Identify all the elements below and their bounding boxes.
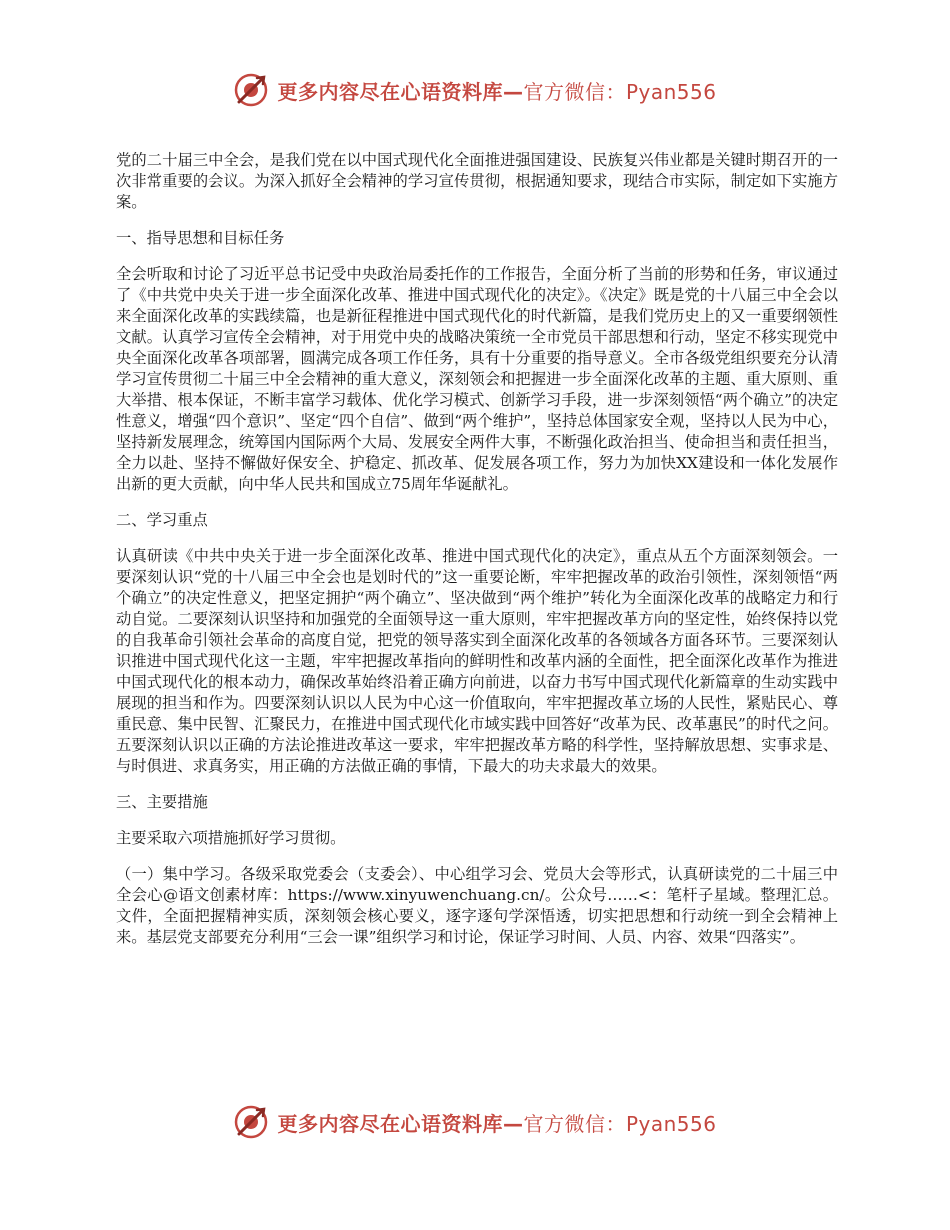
watermark-text: [277, 76, 716, 105]
intro-paragraph: 党的二十届三中全会，是我们党在以中国式现代化全面推进强国建设、民族复兴伟业都是关键时期召开的一次非常重要的会议。为深入抓好全会精神的学习宣传贯彻，根据通知要求，现结合市实际，制定如下实施方案。: [116, 151, 838, 211]
footer-watermark-banner: [0, 1100, 950, 1144]
section-paragraph-measures-intro: 主要采取六项措施抓好学习贯彻。: [116, 829, 346, 847]
watermark-text: [277, 1108, 716, 1137]
section-paragraph-measure-1: （一）集中学习。各级采取党委会（支委会）、中心组学习会、党员大会等形式，认真研读党的二十届三中全会心@语文创素材库：https://www.xinyuwenchuang.cn/。公众号……<：笔杆子星域。整理汇总。文件，全面把握精神实质，深刻领会核心要义，逐字逐句学深悟透，切实把思想和行动统一到全会精神上来。基层党支部要充分利用“三会一课”组织学习和讨论，保证学习时间、人员、内容、效果“四落实”。: [116, 865, 838, 946]
section-paragraph-guiding-thought: 全会听取和讨论了习近平总书记受中央政治局委托作的工作报告，全面分析了当前的形势和任务，审议通过了《中共党中央关于进一步全面深化改革、推进中国式现代化的决定》。《决定》既是党的十八届三中全会以来全面深化改革的实践续篇，也是新征程推进中国式现代化的时代新篇，是我们党历史上的又一重要纲领性文献。认真学习宣传全会精神，对于用党中央的战略决策统一全市党员干部思想和行动，坚定不移实现党中央全面深化改革各项部署，圆满完成各项工作任务，具有十分重要的指导意义。全市各级党组织要充分认清学习宣传贯彻二十届三中全会精神的重大意义，深刻领会和把握进一步全面深化改革的主题、重大原则、重大举措、根本保证，不断丰富学习载体、优化学习模式、创新学习手段，进一步深刻领悟“两个确立”的决定性意义，增强“四个意识”、坚定“四个自信”、做到“两个维护”，坚持总体国家安全观，坚持以人民为中心，坚持新发展理念，统筹国内国际两个大局、发展安全两件大事，不断强化政治担当、使命担当和责任担当，全力以赴、坚持不懈做好保安全、护稳定、抓改革、促发展各项工作，努力为加快XX建设和一体化发展作出新的更大贡献，向中华人民共和国成立75周年华诞献礼。: [116, 265, 838, 493]
document-body: [116, 150, 838, 963]
watermark-group: [233, 1104, 716, 1140]
header-watermark-banner: [0, 68, 950, 112]
watermark-main-text: 更多内容尽在心语资料库: [277, 1111, 503, 1136]
section-paragraph-study-focus: 认真研读《中共中央关于进一步全面深化改革、推进中国式现代化的决定》，重点从五个方面深刻领会。一要深刻认识“党的十八届三中全会也是划时代的”这一重要论断，牢牢把握改革的政治引领性，深刻领悟“两个确立”的决定性意义，把坚定拥护“两个确立”、坚决做到“两个维护”转化为全面深化改革的战略定力和行动自觉。二要深刻认识坚持和加强党的全面领导这一重大原则，牢牢把握改革方向的坚定性，始终保持以党的自我革命引领社会革命的高度自觉，把党的领导落实到全面深化改革的各领域各方面各环节。三要深刻认识推进中国式现代化这一主题，牢牢把握改革指向的鲜明性和改革内涵的全面性，把全面深化改革作为推进中国式现代化的根本动力，确保改革始终沿着正确方向前进，以奋力书写中国式现代化新篇章的生动实践中展现的担当和作为。四要深刻认识以人民为中心这一价值取向，牢牢把握改革立场的人民性，紧贴民心、尊重民意、集中民智、汇聚民力，在推进中国式现代化市域实践中回答好“改革为民、改革惠民”的时代之问。五要深刻认识以正确的方法论推进改革这一要求，牢牢把握改革方略的科学性，坚持解放思想、实事求是、与时俱进、求真务实，用正确的方法做正确的事情，下最大的功夫求最大的效果。: [116, 547, 838, 775]
brand-logo-icon: [233, 1104, 269, 1140]
brand-logo-icon: [233, 72, 269, 108]
watermark-group: [233, 72, 716, 108]
section-heading-study-focus: 二、学习重点: [116, 511, 208, 529]
watermark-dash: —: [502, 79, 524, 104]
watermark-dash: —: [502, 1111, 524, 1136]
watermark-main-text: 更多内容尽在心语资料库: [277, 79, 503, 104]
section-heading-main-measures: 三、主要措施: [116, 793, 208, 811]
watermark-wechat-text: 官方微信：Pyan556: [523, 79, 717, 104]
section-heading-guiding-thought: 一、指导思想和目标任务: [116, 229, 285, 247]
watermark-wechat-text: 官方微信：Pyan556: [523, 1111, 717, 1136]
